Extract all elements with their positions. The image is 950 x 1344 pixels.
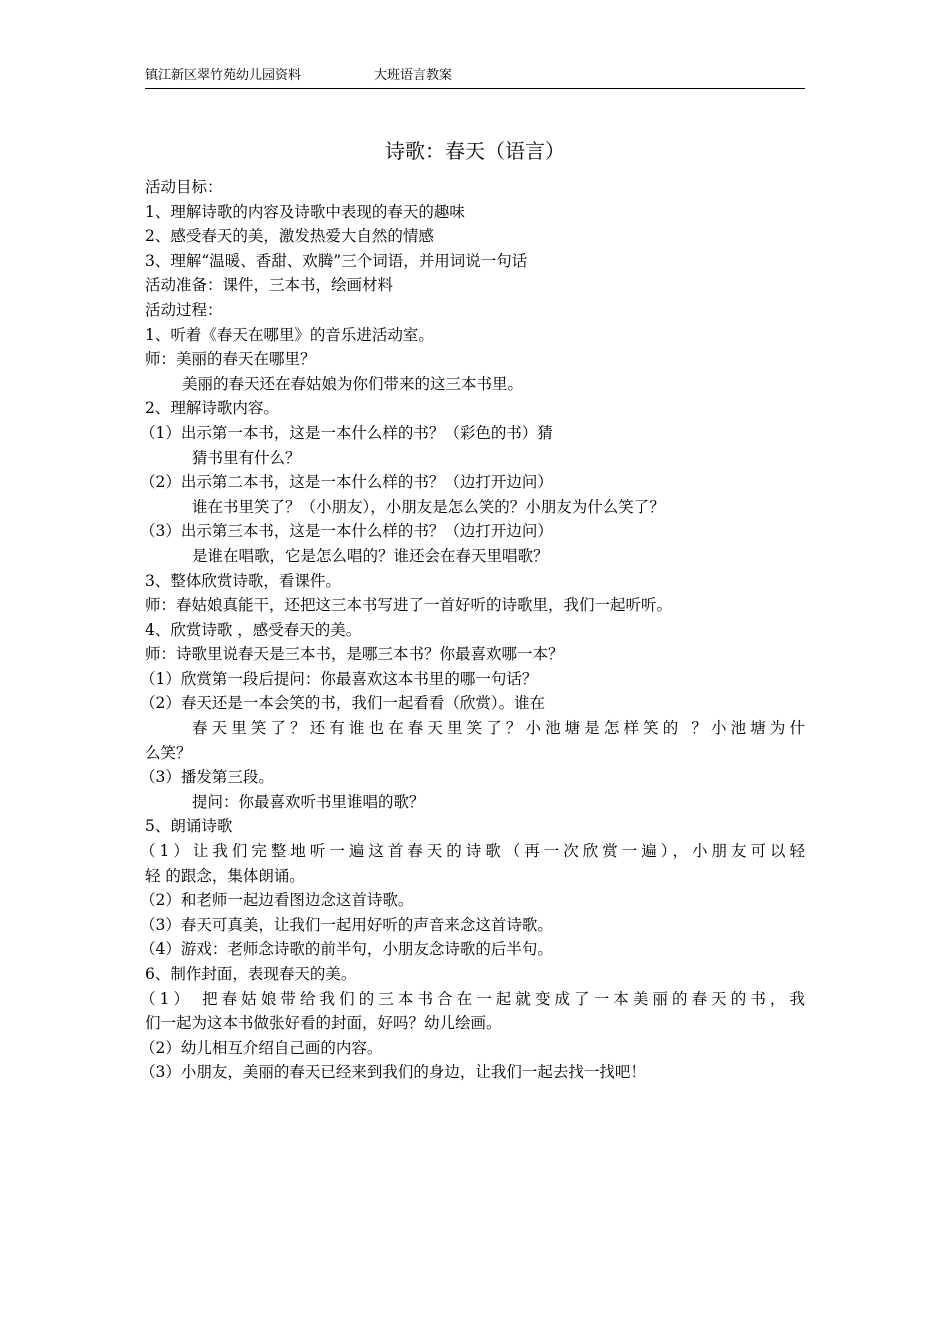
page-header <box>145 66 805 89</box>
section-heading-preparation: 活动准备：课件，三本书，绘画材料 <box>145 276 394 295</box>
process-step: 6、制作封面，表现春天的美。 <box>145 965 357 983</box>
document-title: 诗歌：春天（语言） <box>385 139 565 163</box>
process-step: 1、听着《春天在哪里》的音乐进活动室。 <box>145 325 434 344</box>
process-step: 4、欣赏诗歌 ，感受春天的美。 <box>145 620 362 639</box>
text-line-indented: 谁在书里笑了？（小朋友），小朋友是怎么笑的？小朋友为什么笑了？ <box>192 497 665 516</box>
sub-step: （2）幼儿相互介绍自己画的内容。 <box>140 1038 383 1057</box>
teacher-line: 师：春姑娘真能干，还把这三本书写进了一首好听的诗歌里，我们一起听听。 <box>145 596 673 615</box>
sub-step: （1） 把春姑娘带给我们的三本书合在一起就变成了一本美丽的春天的书，我 <box>140 989 805 1008</box>
header-organization: 镇江新区翠竹苑幼儿园资料 <box>145 68 302 83</box>
section-heading-process: 活动过程： <box>145 300 223 319</box>
text-line-indented: 春天里笑了？还有谁也在春天里笑了？小池塘是怎样笑的 ？小池塘为什 <box>192 719 805 738</box>
text-line: 们一起为这本书做张好看的封面，好吗？幼儿绘画。 <box>145 1014 502 1033</box>
text-line: 轻 的跟念，集体朗诵。 <box>145 866 305 885</box>
process-step: 3、整体欣赏诗歌，看课件。 <box>145 571 341 590</box>
text-line-indented: 是谁在唱歌，它是怎么唱的？谁还会在春天里唱歌？ <box>192 546 549 565</box>
text-line-indented: 美丽的春天还在春姑娘为你们带来的这三本书里。 <box>182 374 524 393</box>
sub-step: （3）出示第三本书，这是一本什么样的书？（边打开边问） <box>140 522 553 541</box>
goal-item: 1、理解诗歌的内容及诗歌中表现的春天的趣味 <box>145 202 465 221</box>
process-step: 2、理解诗歌内容。 <box>145 399 279 418</box>
sub-step: （3）播发第三段。 <box>140 768 274 787</box>
sub-step: （1）出示第一本书，这是一本什么样的书？（彩色的书）猜 <box>140 423 553 442</box>
sub-step: （1）欣赏第一段后提问：你最喜欢这本书里的哪一句话？ <box>140 669 538 688</box>
goal-item: 2、感受春天的美，激发热爱大自然的情感 <box>145 227 434 246</box>
document-body <box>140 175 805 1085</box>
text-line-indented: 提问：你最喜欢听书里谁唱的歌？ <box>192 792 425 811</box>
sub-step: （4）游戏：老师念诗歌的前半句，小朋友念诗歌的后半句。 <box>140 940 553 959</box>
text-line-indented: 猜书里有什么？ <box>192 448 301 467</box>
teacher-line: 师：美丽的春天在哪里？ <box>145 350 316 369</box>
sub-step: （2）出示第二本书，这是一本什么样的书？（边打开边问） <box>140 473 553 492</box>
sub-step: （3）春天可真美，让我们一起用好听的声音来念这首诗歌。 <box>140 915 553 934</box>
sub-step: （2）和老师一起边看图边念这首诗歌。 <box>140 891 414 910</box>
goal-item: 3、理解“温暖、香甜、欢腾”三个词语，并用词说一句话 <box>145 251 528 270</box>
section-heading-goals: 活动目标： <box>145 178 223 196</box>
header-course: 大班语言教案 <box>374 68 453 83</box>
sub-step: （1）让我们完整地听一遍这首春天的诗歌（再一次欣赏一遍），小朋友可以轻 <box>140 842 805 861</box>
text-line: 么笑？ <box>145 743 192 762</box>
sub-step: （2）春天还是一本会笑的书，我们一起看看（欣赏）。谁在 <box>140 694 546 713</box>
sub-step: （3）小朋友，美丽的春天已经来到我们的身边，让我们一起去找一找吧！ <box>140 1063 646 1082</box>
process-step: 5、朗诵诗歌 <box>145 817 233 836</box>
teacher-line: 师：诗歌里说春天是三本书，是哪三本书？你最喜欢哪一本？ <box>145 645 564 664</box>
